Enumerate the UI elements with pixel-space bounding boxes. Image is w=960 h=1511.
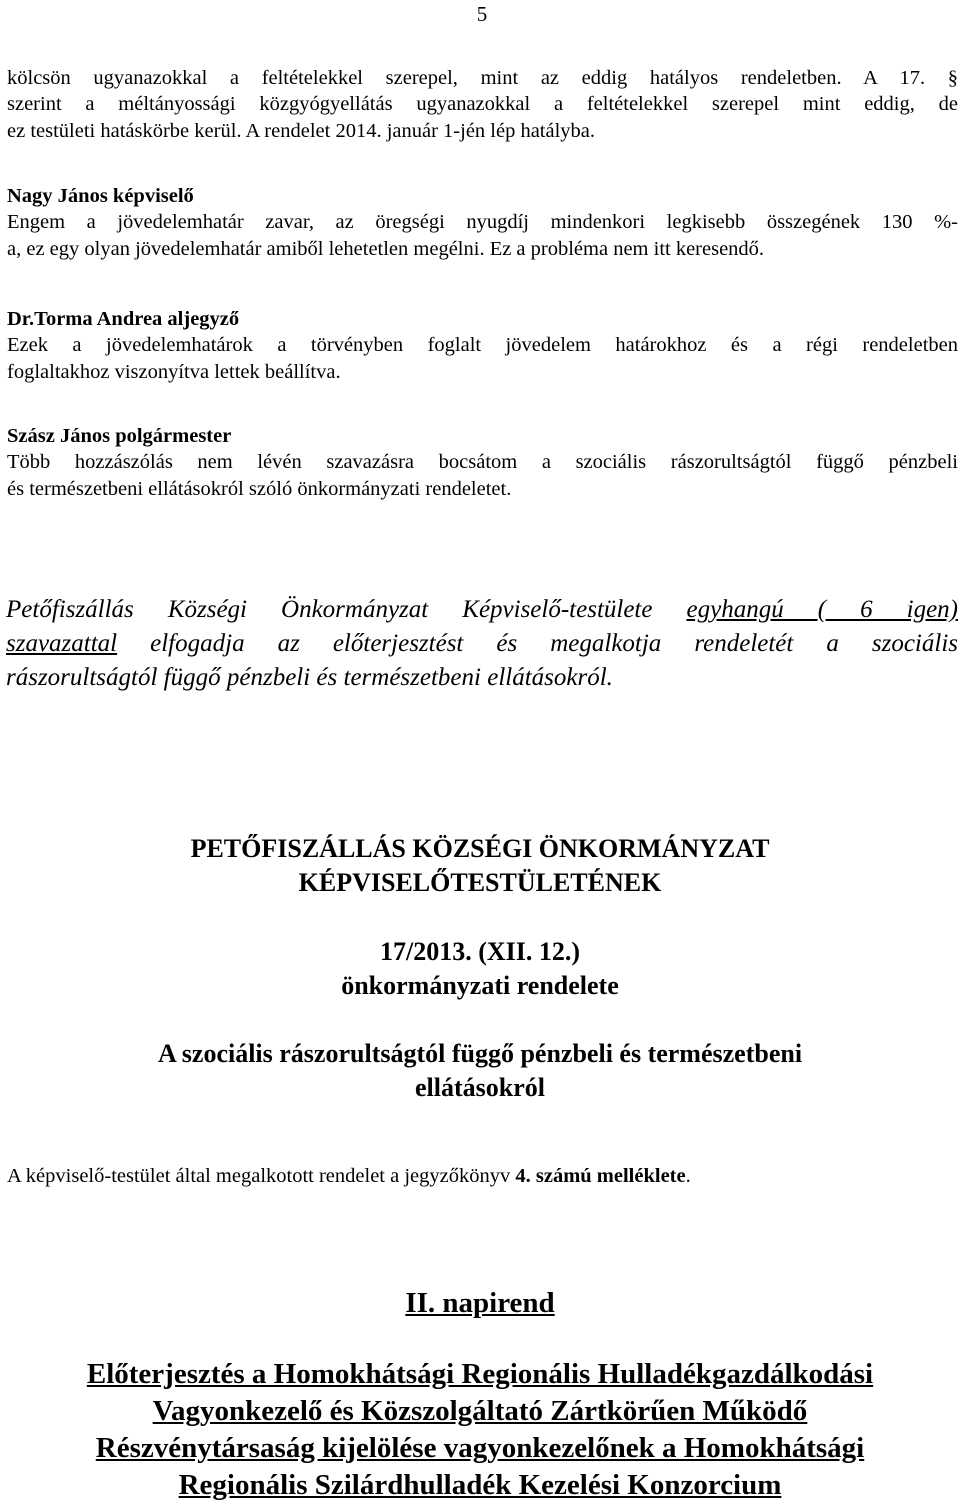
- speech-line: a, ez egy olyan jövedelemhatár amiből lehetetlen megélni. Ez a probléma nem itt keresendő.: [7, 237, 765, 260]
- vote-line-2: [6, 627, 958, 661]
- decree-number: 17/2013. (XII. 12.): [379, 937, 581, 966]
- speech-nagy-janos: [7, 183, 958, 262]
- agenda-title-line: Részvénytársaság kijelölése vagyonkezelőnek a Homokhátsági: [95, 1432, 865, 1464]
- vote-text: Petőfiszállás Községi Önkormányzat Képviselő-testülete: [6, 596, 687, 623]
- annex-note-end: .: [685, 1165, 691, 1187]
- speech-line: Engem a jövedelemhatár zavar, az öregségi nyugdíj mindenkori legkisebb összegének 130 %-: [7, 211, 958, 234]
- decree-heading: [0, 832, 960, 900]
- decree-subject: [0, 1037, 960, 1105]
- vote-line-1: [6, 593, 958, 627]
- speech-szasz-janos: [7, 423, 958, 502]
- intro-line: szerint a méltányossági közgyógyellátás ugyanazokkal a feltételekkel szerepel mint eddig, de: [7, 93, 958, 116]
- annex-note-text: A képviselő-testület által megalkotott rendelet a jegyzőkönyv: [7, 1165, 516, 1187]
- page-number: 5: [476, 2, 488, 26]
- vote-result: egyhangú ( 6 igen): [686, 596, 959, 623]
- intro-line: kölcsön ugyanazokkal a feltételekkel szerepel, mint az eddig hatályos rendeletben. A 17. §: [7, 67, 958, 89]
- intro-paragraph: [7, 65, 958, 144]
- vote-result: szavazattal: [6, 630, 118, 657]
- vote-line-3: rászorultságtól függő pénzbeli és természetbeni ellátásokról.: [6, 664, 613, 691]
- speaker-name: Szász János polgármester: [7, 425, 232, 447]
- agenda-title-line: Előterjesztés a Homokhátsági Regionális Hulladékgazdálkodási: [86, 1358, 874, 1390]
- speaker-name: Dr.Torma Andrea aljegyző: [7, 308, 240, 330]
- agenda-title: [0, 1356, 960, 1504]
- agenda-title-line: Vagyonkezelő és Közszolgáltató Zártkörűen Működő: [152, 1395, 808, 1427]
- annex-note: [7, 1163, 691, 1189]
- decree-subject-line: A szociális rászorultságtól függő pénzbeli és természetbeni: [157, 1039, 803, 1068]
- vote-text: elfogadja az előterjesztést és megalkotja rendeletét a szociális: [117, 630, 958, 657]
- speech-line: Több hozzászólás nem lévén szavazásra bocsátom a szociális rászorultságtól függő pénzbeli: [7, 451, 958, 474]
- decree-kind: önkormányzati rendelete: [341, 971, 619, 1000]
- vote-resolution: [6, 593, 958, 695]
- agenda-heading: II. napirend: [405, 1287, 555, 1319]
- agenda-title-line: Regionális Szilárdhulladék Kezelési Konzorcium: [178, 1469, 782, 1501]
- decree-heading-line: KÉPVISELŐTESTÜLETÉNEK: [298, 868, 662, 897]
- speech-line: foglaltakhoz viszonyítva lettek beállítva.: [7, 360, 341, 383]
- intro-line: ez testületi hatáskörbe kerül. A rendelet 2014. január 1-jén lép hatályba.: [7, 119, 596, 142]
- speaker-name: Nagy János képviselő: [7, 185, 194, 207]
- decree-heading-line: PETŐFISZÁLLÁS KÖZSÉGI ÖNKORMÁNYZAT: [190, 834, 770, 863]
- speech-line: és természetbeni ellátásokról szóló önkormányzati rendeletet.: [7, 477, 512, 500]
- decree-subject-line: ellátásokról: [415, 1073, 545, 1102]
- speech-torma-andrea: [7, 306, 958, 385]
- annex-reference: 4. számú melléklete: [515, 1165, 686, 1187]
- decree-number-block: [0, 935, 960, 1003]
- speech-line: Ezek a jövedelemhatárok a törvényben foglalt jövedelem határokhoz és a régi rendeletben: [7, 334, 958, 357]
